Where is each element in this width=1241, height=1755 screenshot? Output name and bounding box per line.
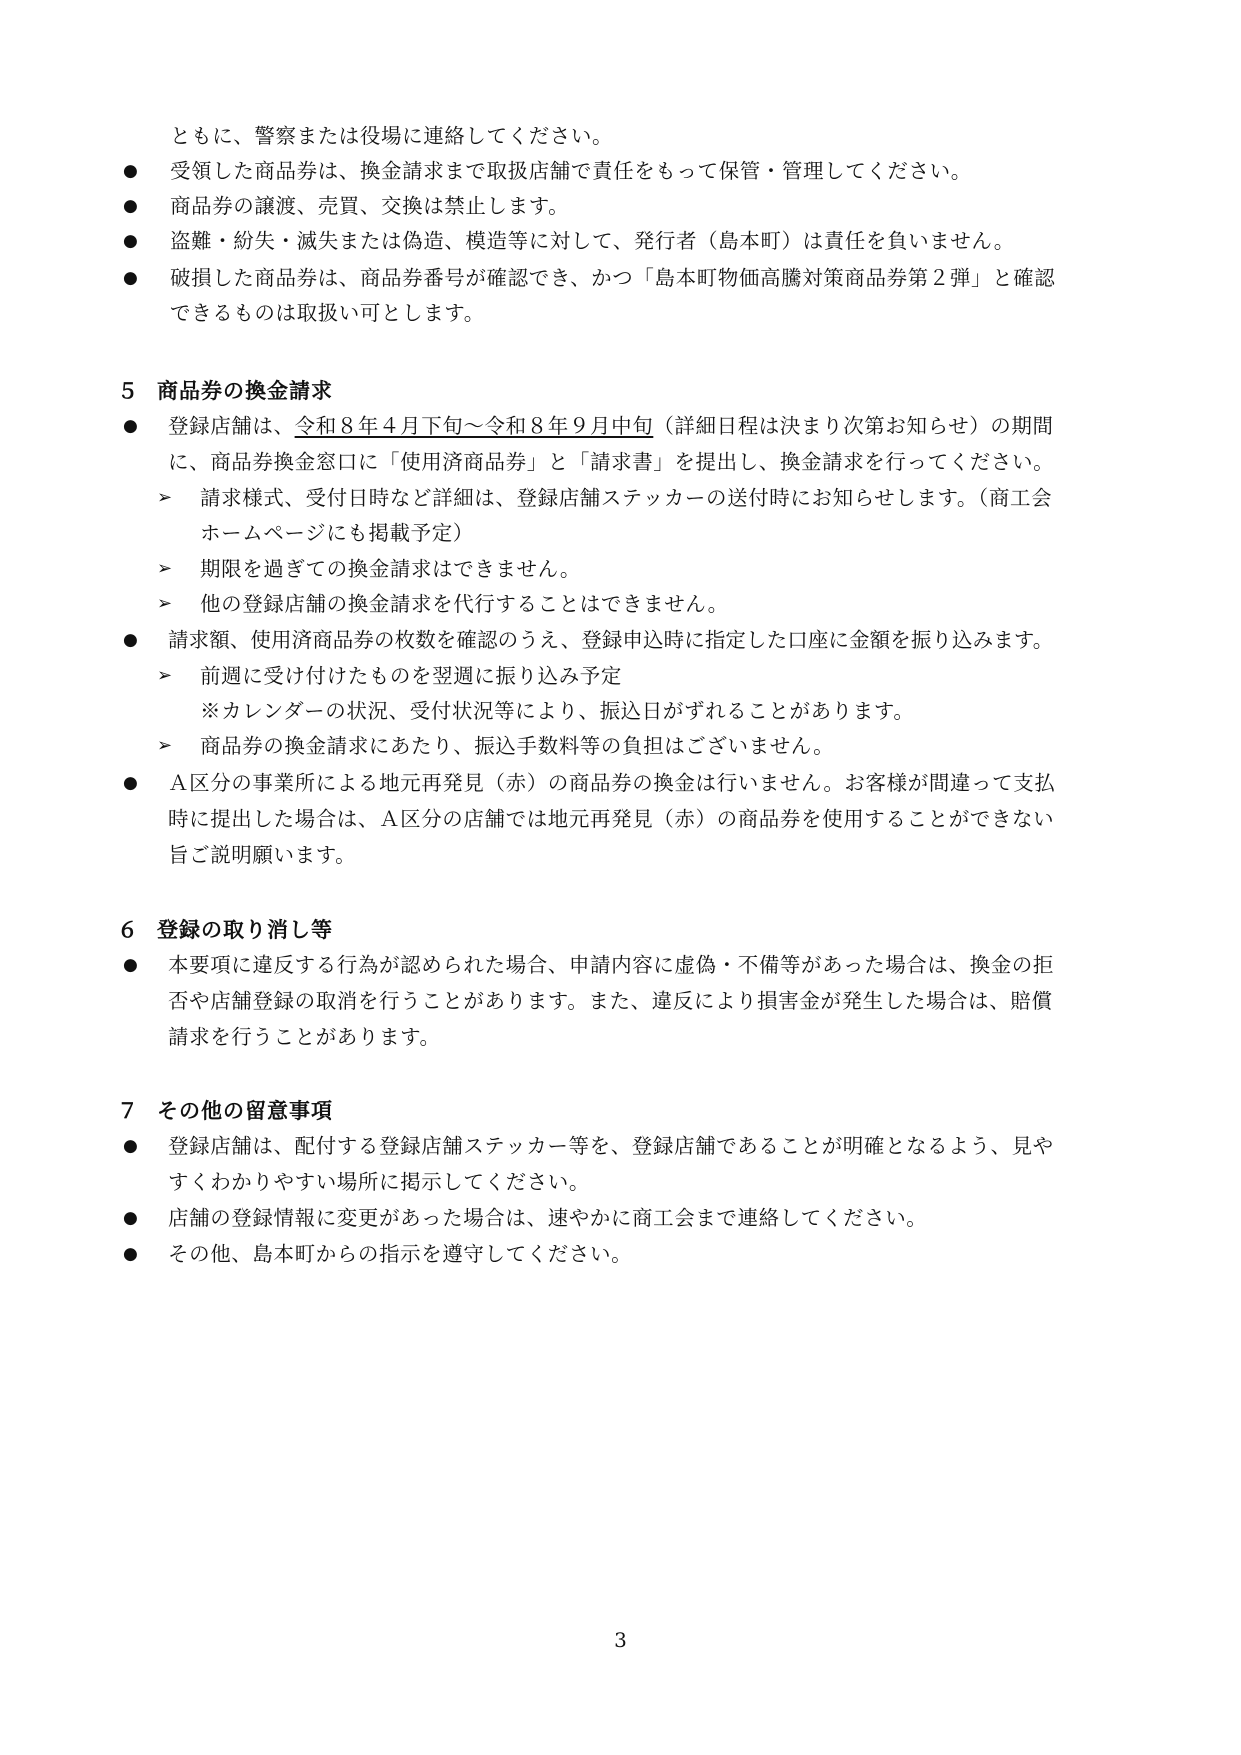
section-heading <box>117 376 333 406</box>
list-item-continuation: すくわかりやすい場所に掲示してください。 <box>168 1170 590 1194</box>
bullet-icon: ● <box>123 630 138 650</box>
list-item: 登録店舗は、配付する登録店舗ステッカー等を、登録店舗であることが明確となるよう、見や <box>168 1134 1054 1158</box>
arrow-bullet-icon: ➢ <box>157 558 173 579</box>
list-item-continuation: に、商品券換金窓口に「使用済商品券」と「請求書」を提出し、換金請求を行ってください。 <box>168 450 1055 474</box>
bullet-icon: ● <box>123 161 138 181</box>
bullet-icon: ● <box>123 1244 138 1264</box>
bullet-icon: ● <box>123 416 138 436</box>
section-title: 登録の取り消し等 <box>157 918 333 942</box>
sub-item: 前週に受け付けたものを翌週に振り込み予定 <box>200 664 622 688</box>
list-item-continuation: 時に提出した場合は、Ａ区分の店舗では地元再発見（赤）の商品券を使用することができない <box>168 807 1055 831</box>
sub-item-note: ※カレンダーの状況、受付状況等により、振込日がずれることがあります。 <box>200 699 915 723</box>
arrow-bullet-icon: ➢ <box>157 593 173 614</box>
section-number: ６ <box>117 918 139 942</box>
list-item: 本要項に違反する行為が認められた場合、申請内容に虚偽・不備等があった場合は、換金の拒 <box>168 953 1054 977</box>
list-item: 盗難・紛失・滅失または偽造、模造等に対して、発行者（島本町）は責任を負いません。 <box>170 229 1015 253</box>
arrow-bullet-icon: ➢ <box>157 487 173 508</box>
list-item: その他、島本町からの指示を遵守してください。 <box>168 1242 633 1266</box>
list-item: 商品券の譲渡、売買、交換は禁止します。 <box>170 194 570 218</box>
bullet-icon: ● <box>123 955 138 975</box>
list-item: 受領した商品券は、換金請求まで取扱店舗で責任をもって保管・管理してください。 <box>170 159 972 183</box>
list-item <box>168 411 1054 441</box>
list-item-continuation: 請求を行うことがあります。 <box>168 1025 441 1049</box>
text-segment: （詳細日程は決まり次第お知らせ）の期間 <box>653 414 1054 438</box>
arrow-bullet-icon: ➢ <box>157 735 173 756</box>
bullet-icon: ● <box>123 1208 138 1228</box>
list-item-continuation: できるものは取扱い可とします。 <box>170 301 485 325</box>
list-item: 店舗の登録情報に変更があった場合は、速やかに商工会まで連絡してください。 <box>168 1206 928 1230</box>
list-item-continuation: 旨ご説明願います。 <box>168 843 357 867</box>
sub-item-continuation: ホームページにも掲載予定） <box>200 521 474 545</box>
text-segment: 登録店舗は、 <box>168 414 295 438</box>
continuation-line: ともに、警察または役場に連絡してください。 <box>170 124 614 148</box>
page-number: 3 <box>614 1628 627 1652</box>
arrow-bullet-icon: ➢ <box>157 665 173 686</box>
deadline-period: 令和８年４月下旬～令和８年９月中旬 <box>294 414 654 438</box>
section-number: ５ <box>117 379 139 403</box>
sub-item: 商品券の換金請求にあたり、振込手数料等の負担はございません。 <box>200 734 835 758</box>
section-title: その他の留意事項 <box>157 1099 333 1123</box>
bullet-icon: ● <box>123 231 138 251</box>
section-number: ７ <box>117 1099 139 1123</box>
sub-item: 他の登録店舗の換金請求を代行することはできません。 <box>200 592 729 616</box>
list-item: Ａ区分の事業所による地元再発見（赤）の商品券の換金は行いません。お客様が間違って支払 <box>168 771 1056 795</box>
bullet-icon: ● <box>123 1136 138 1156</box>
section-title: 商品券の換金請求 <box>157 379 333 403</box>
bullet-icon: ● <box>123 196 138 216</box>
list-item-continuation: 否や店舗登録の取消を行うことがあります。また、違反により損害金が発生した場合は、賠償 <box>168 989 1053 1013</box>
bullet-icon: ● <box>123 268 138 288</box>
sub-item: 請求様式、受付日時など詳細は、登録店舗ステッカーの送付時にお知らせします。（商工会 <box>200 486 1053 510</box>
sub-item: 期限を過ぎての換金請求はできません。 <box>200 557 582 581</box>
list-item: 請求額、使用済商品券の枚数を確認のうえ、登録申込時に指定した口座に金額を振り込みます。 <box>168 628 1054 652</box>
bullet-icon: ● <box>123 773 138 793</box>
list-item: 破損した商品券は、商品券番号が確認でき、かつ「島本町物価高騰対策商品券第２弾」と確認 <box>170 266 1056 290</box>
section-heading <box>117 1096 333 1126</box>
section-heading <box>117 915 333 945</box>
